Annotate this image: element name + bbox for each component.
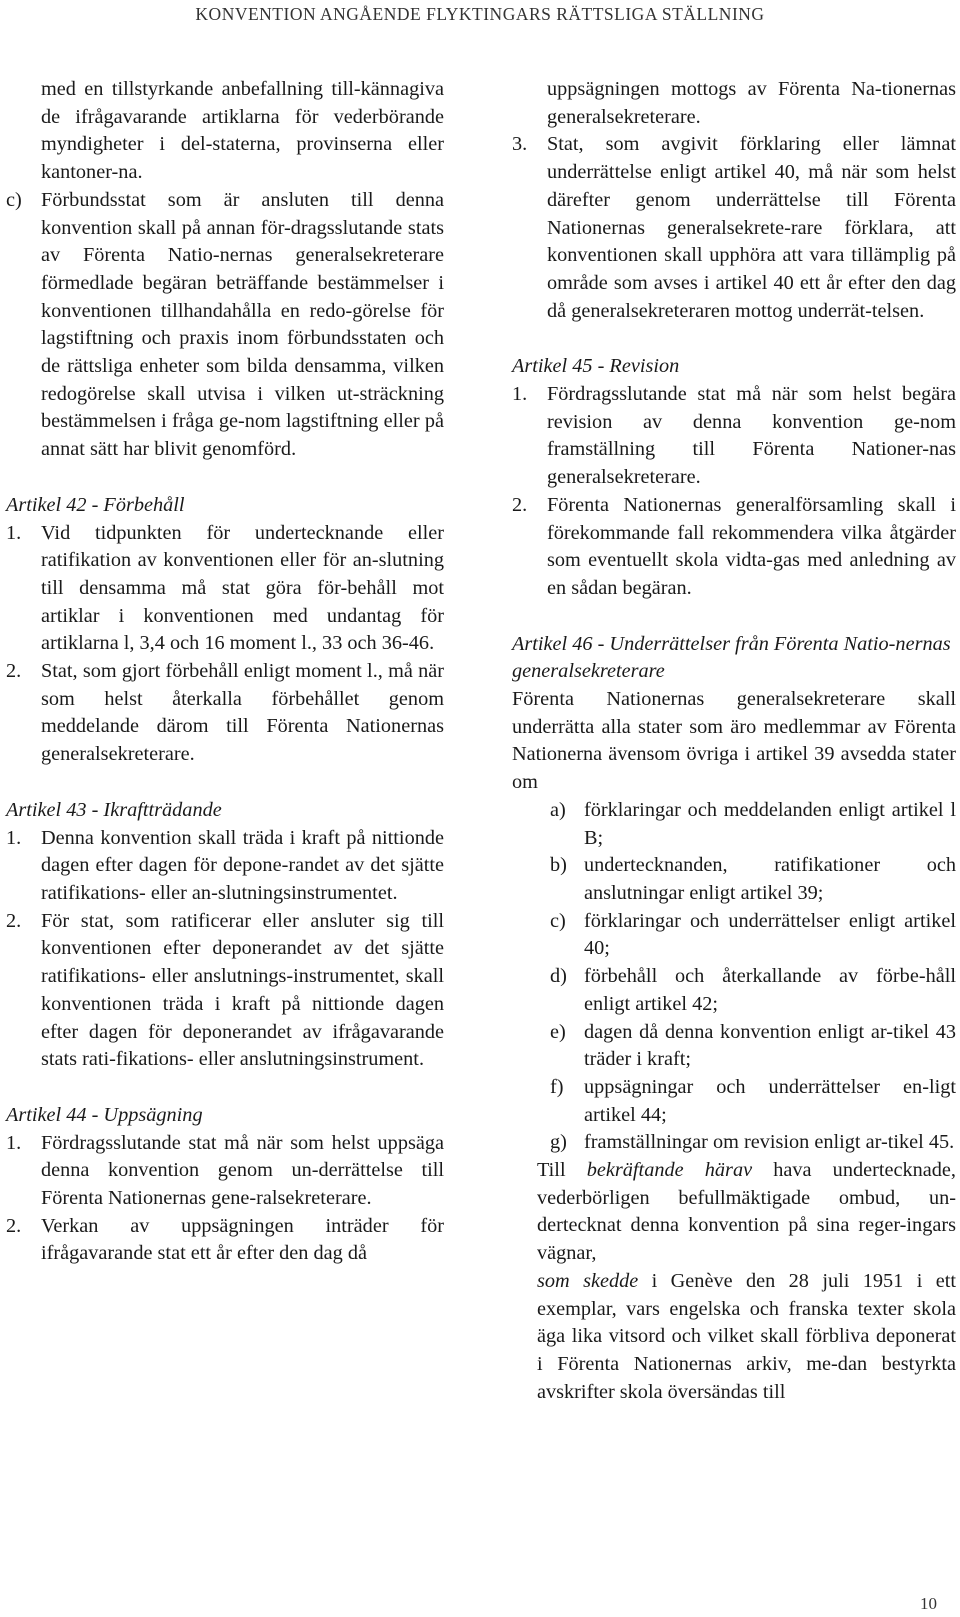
list-item bbox=[512, 1074, 956, 1129]
art44-item-2 bbox=[6, 1213, 444, 1268]
list-item bbox=[512, 963, 956, 1018]
list-item bbox=[512, 852, 956, 907]
list-marker: f) bbox=[550, 1075, 564, 1098]
item-text: Fördragsslutande stat må när som helst begära revision av denna konvention ge-nom framställning till Förenta Nationer-nas generalsekreterare. bbox=[547, 383, 956, 489]
closing-text: i Genève den 28 juli 1951 i ett exemplar, vars engelska och franska texter skola äga lika vitsord och vilket skall förbliva deponerat i Förenta Nationernas arkiv, me-dan bestyrkta avskrifter skola översändas till bbox=[537, 1269, 956, 1403]
art46-intro: Förenta Nationernas generalsekreterare skall underrätta alla stater som äro medlemmar av Förenta Nationerna ävensom övriga i artikel 39 avsedda stater om bbox=[512, 688, 956, 794]
item-marker: 1. bbox=[6, 521, 22, 544]
list-text: uppsägningar och underrättelser en-ligt artikel 44; bbox=[584, 1075, 956, 1126]
art43-item-2 bbox=[6, 908, 444, 1074]
item-text: Fördragsslutande stat må när som helst uppsäga denna konvention genom un-derrättelse till Förenta Nationernas gene-ralsekreterare. bbox=[41, 1131, 444, 1210]
list-text: framställningar om revision enligt ar-tikel 45. bbox=[584, 1131, 955, 1154]
art43-item-1 bbox=[6, 825, 444, 908]
closing-paragraph-1 bbox=[512, 1157, 956, 1268]
list-item bbox=[512, 797, 956, 852]
art42-item-2 bbox=[6, 658, 444, 769]
list-marker: a) bbox=[550, 798, 566, 821]
list-text: förklaringar och underrättelser enligt artikel 40; bbox=[584, 909, 956, 960]
item-text: Verkan av uppsägningen inträder för ifrågavarande stat ett år efter den dag då bbox=[41, 1214, 444, 1265]
list-marker: g) bbox=[550, 1131, 567, 1154]
item-marker: 2. bbox=[6, 1214, 22, 1237]
item-marker: 2. bbox=[6, 909, 22, 932]
art42-item-1 bbox=[6, 520, 444, 659]
article-42-heading: Artikel 42 - Förbehåll bbox=[6, 493, 185, 516]
article-46-heading: Artikel 46 - Underrättelser från Förenta Natio-nernas generalsekreterare bbox=[512, 632, 951, 683]
list-marker: c) bbox=[550, 909, 566, 932]
closing-emphasis: bekräftande härav bbox=[586, 1159, 753, 1182]
art45-item-2 bbox=[512, 492, 956, 603]
closing-paragraph-2 bbox=[512, 1268, 956, 1407]
item-text: Förbundsstat som är ansluten till denna konvention skall på annan för-dragsslutande stats av Förenta Natio-nernas generalsekreterare förmedlade begäran beträffande bestämmelser i konventionen tillhandahålla en redo-görelse för lagstiftning och praxis inom förbundsstaten och de rättsliga enheter som bilda densamma, vilken redogörelse skall utvisa i vilken ut-sträckning bestämmelsen i fråga ge-nom lagstiftning eller på annat sätt har blivit genomförd. bbox=[41, 188, 444, 461]
art41-item-c bbox=[6, 187, 444, 464]
item-text: Vid tidpunkten för undertecknande eller ratifikation av konventionen eller för an-slutning till densamma må stat göra för-behåll mot artiklar i konventionen med undantag för artiklarna l, 3,4 och 16 moment l., 33 och 36-46. bbox=[41, 521, 444, 655]
list-item bbox=[512, 1019, 956, 1074]
item-text: Stat, som gjort förbehåll enligt moment l., må när som helst återkalla förbehållet genom meddelande därom till Förenta Nationernas generalsekreterare. bbox=[41, 660, 444, 766]
list-text: förbehåll och återkallande av förbe-håll enligt artikel 42; bbox=[584, 965, 956, 1015]
item-marker: 1. bbox=[6, 1131, 22, 1154]
list-item bbox=[512, 1129, 956, 1157]
closing-emphasis: som skedde bbox=[537, 1269, 639, 1292]
notification-list bbox=[512, 797, 956, 1157]
article-44-heading: Artikel 44 - Uppsägning bbox=[6, 1103, 203, 1126]
art41-b-continuation: med en tillstyrkande anbefallning till-kännagiva de ifrågavarande artiklarna för vederbörande myndigheter i del-staterna, provinserna eller kantoner-na. bbox=[41, 78, 444, 184]
list-marker: e) bbox=[550, 1020, 566, 1043]
art44-item-3 bbox=[512, 131, 956, 325]
running-header: KONVENTION ANGÅENDE FLYKTINGARS RÄTTSLIGA STÄLLNING bbox=[195, 4, 765, 24]
article-43-heading: Artikel 43 - Ikraftträdande bbox=[6, 798, 222, 821]
art44-item-1 bbox=[6, 1130, 444, 1213]
list-marker: b) bbox=[550, 854, 567, 877]
art44-item-2-continuation: uppsägningen mottogs av Förenta Na-tionernas generalsekreterare. bbox=[547, 78, 956, 128]
item-marker: c) bbox=[6, 188, 22, 211]
list-marker: d) bbox=[550, 965, 567, 988]
left-column bbox=[6, 76, 444, 1268]
item-text: Stat, som avgivit förklaring eller lämnat underrättelse enligt artikel 40, må när som helst därefter genom underrättelse till Förenta Nationernas generalsekrete-rare förklara, att konventionen skall upphöra att vara tillämplig på område som avses i artikel 40 ett år efter den dag då generalsekreteraren mottog underrät-telsen. bbox=[547, 133, 956, 322]
list-text: dagen då denna konvention enligt ar-tikel 43 träder i kraft; bbox=[584, 1020, 956, 1071]
list-text: undertecknanden, ratifikationer och anslutningar enligt artikel 39; bbox=[584, 854, 956, 904]
article-45-heading: Artikel 45 - Revision bbox=[512, 355, 680, 378]
list-text: förklaringar och meddelanden enligt artikel l B; bbox=[584, 798, 956, 849]
list-item bbox=[512, 908, 956, 963]
item-marker: 1. bbox=[512, 383, 528, 406]
item-text: Förenta Nationernas generalförsamling skall i förekommande fall rekommendera vilka åtgärder som eventuellt skola vidta-gas med anledning av en sådan begäran. bbox=[547, 493, 956, 599]
item-marker: 2. bbox=[512, 493, 528, 516]
item-marker: 2. bbox=[6, 660, 22, 683]
item-marker: 3. bbox=[512, 133, 528, 156]
item-text: Denna konvention skall träda i kraft på nittionde dagen efter dagen för depone-randet av det sjätte ratifikations- eller an-slutningsinstrumentet. bbox=[41, 826, 444, 904]
item-marker: 1. bbox=[6, 826, 22, 849]
closing-text: hava undertecknade, vederbörligen befullmäktigade ombud, un-dertecknat denna konvention på sina reger-ingars vägnar, bbox=[537, 1159, 956, 1265]
page-number: 10 bbox=[920, 1594, 937, 1613]
item-text: För stat, som ratificerar eller ansluter sig till konventionen efter deponerandet av det sjätte ratifikations- eller anslutnings-instrumentet, skall konventionen träda i kraft på nittionde dagen efter dagen för deponerandet av ifrågavarande stats rati-fikations- eller anslutningsinstrument. bbox=[41, 909, 444, 1071]
right-column bbox=[512, 76, 956, 1406]
closing-text: Till bbox=[537, 1159, 566, 1182]
art45-item-1 bbox=[512, 381, 956, 492]
